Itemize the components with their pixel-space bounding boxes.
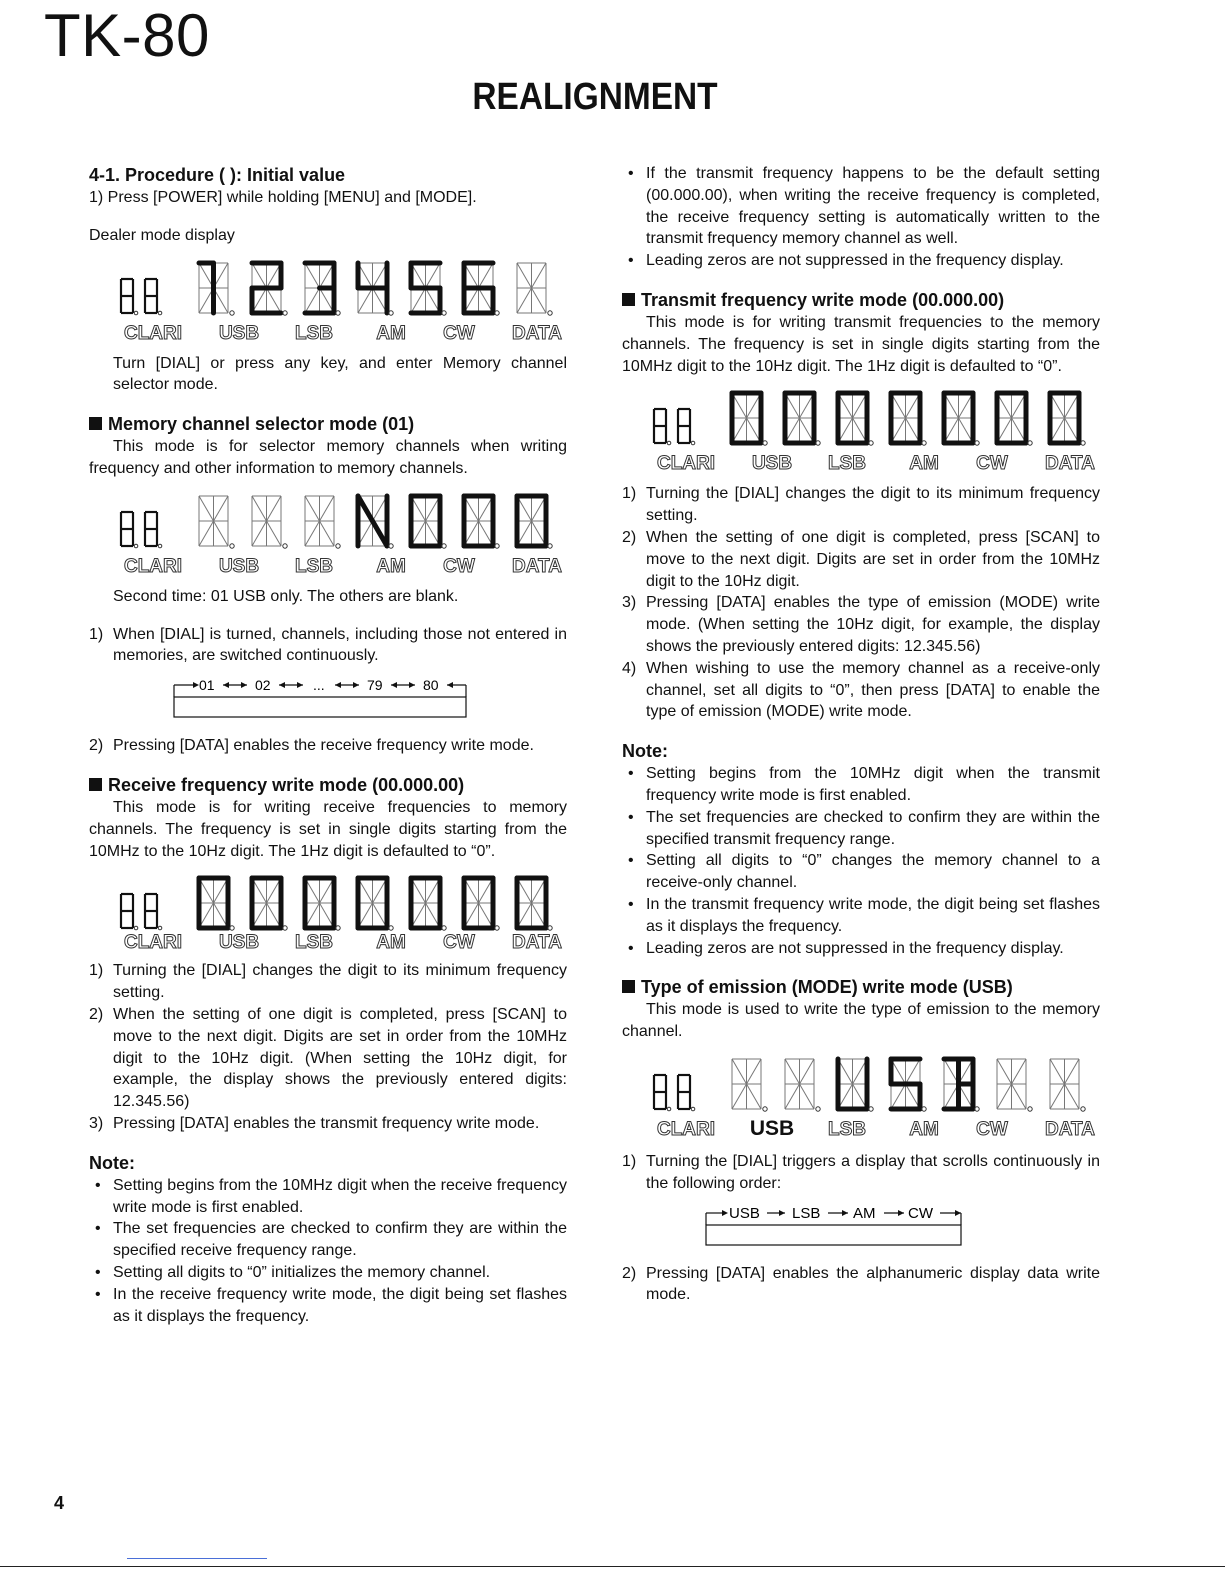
emission-step-1: 1) Turning the [DIAL] triggers a display that scrolls continuously in the following order: bbox=[622, 1152, 1100, 1192]
mode-cw: CW bbox=[908, 1204, 933, 1222]
receive-note: • Setting begins from the 10MHz digit when the receive frequency write mode is first enabled. bbox=[89, 1175, 567, 1219]
emission-step-2: 2) Pressing [DATA] enables the alphanumeric display data write mode. bbox=[622, 1264, 1100, 1304]
section-heading-receive: Receive frequency write mode (00.000.00) bbox=[89, 773, 567, 797]
channel-ellipsis: ... bbox=[313, 677, 325, 694]
note-heading-transmit: Note: bbox=[622, 741, 668, 762]
lcd-label-cw: CW bbox=[976, 1118, 1008, 1140]
lcd-label-usb: USB bbox=[751, 453, 793, 475]
mode-lsb: LSB bbox=[792, 1204, 821, 1222]
square-bullet-icon bbox=[622, 293, 635, 306]
lcd-label-lsb: LSB bbox=[828, 453, 866, 475]
channel-02: 02 bbox=[255, 677, 271, 694]
square-bullet-icon bbox=[89, 778, 102, 791]
transmit-step-2: 2) When the setting of one digit is completed, press [SCAN] to move to the next digit. Digits are set in order from the 10MHz digit to the 10Hz digit. bbox=[622, 528, 1100, 590]
lcd-label-cw: CW bbox=[443, 322, 475, 344]
mode-flow-svg bbox=[622, 1203, 1100, 1247]
channel-flow-svg bbox=[89, 675, 567, 719]
lcd-label-clari: CLARI bbox=[656, 1118, 716, 1140]
receive-step-1: 1) Turning the [DIAL] changes the digit to its minimum frequency setting. bbox=[89, 962, 567, 1002]
transmit-note: • The set frequencies are checked to confirm they are within the specified transmit frequency range. bbox=[622, 807, 1100, 851]
note-heading-receive: Note: bbox=[89, 1152, 135, 1173]
channel-flow-diagram bbox=[89, 675, 567, 719]
dealer-instruction: Turn [DIAL] or press any key, and enter Memory channel selector mode. bbox=[113, 354, 567, 394]
right-column bbox=[622, 163, 1100, 1306]
lcd-label-clari: CLARI bbox=[123, 322, 183, 344]
leading-zeros-note: • Leading zeros are not suppressed in the frequency display. bbox=[622, 250, 1100, 272]
receive-note: • The set frequencies are checked to confirm they are within the specified receive frequency range. bbox=[89, 1218, 567, 1262]
lcd-display-transmit bbox=[622, 387, 1100, 475]
lcd-label-lsb: LSB bbox=[295, 932, 333, 953]
memory-intro: This mode is for selector memory channels when writing frequency and other information to memory channels. bbox=[89, 438, 567, 477]
transmit-note: • Setting begins from the 10MHz digit when the transmit frequency write mode is first enabled. bbox=[622, 763, 1100, 807]
dealer-mode-label: Dealer mode display bbox=[89, 226, 235, 244]
transmit-note: • In the transmit frequency write mode, the digit being set flashes as it displays the frequency. bbox=[622, 894, 1100, 938]
lcd-label-lsb: LSB bbox=[295, 555, 333, 577]
lcd-label-cw: CW bbox=[976, 453, 1008, 475]
transmit-note: • Leading zeros are not suppressed in the frequency display. bbox=[622, 938, 1100, 960]
channel-79: 79 bbox=[367, 677, 383, 694]
document-id: TK-80 bbox=[44, 2, 210, 69]
receive-note: • In the receive frequency write mode, the digit being set flashes as it displays the frequency. bbox=[89, 1284, 567, 1328]
mode-am: AM bbox=[853, 1204, 876, 1222]
lcd-label-data: DATA bbox=[512, 322, 562, 344]
lcd-label-am: AM bbox=[376, 555, 406, 577]
transmit-intro: This mode is for writing transmit frequencies to the memory channels. The frequency is set in single digits starting from the 10MHz digit to the 10Hz digit. The 1Hz digit is defaulted to “0”. bbox=[622, 313, 1100, 375]
lcd-label-usb: USB bbox=[218, 932, 260, 953]
page-title: REALIGNMENT bbox=[472, 76, 718, 118]
lcd-display-memory bbox=[89, 490, 567, 578]
lcd-label-lsb: LSB bbox=[828, 1118, 866, 1140]
emission-intro: This mode is used to write the type of emission to the memory channel. bbox=[622, 1001, 1100, 1041]
lcd-label-am: AM bbox=[909, 1118, 939, 1140]
transmit-step-4: 4) When wishing to use the memory channel as a receive-only channel, set all digits to “0”, then press [DATA] to enable the type of emission (MODE) write mode. bbox=[622, 659, 1100, 721]
mode-flow-diagram bbox=[622, 1203, 1100, 1247]
left-column bbox=[89, 163, 567, 1327]
footer-link-underline bbox=[127, 1558, 267, 1559]
lcd-label-lsb: LSB bbox=[295, 322, 333, 344]
lcd-label-data: DATA bbox=[512, 932, 562, 953]
procedure-step-1: 1) Press [POWER] while holding [MENU] and [MODE]. bbox=[89, 189, 477, 206]
lcd-label-usb: USB bbox=[218, 555, 260, 577]
square-bullet-icon bbox=[622, 980, 635, 993]
transmit-step-3: 3) Pressing [DATA] enables the type of emission (MODE) write mode. (When setting the 10Hz digit, for example, the display shows the previously entered digits: 12.345.56) bbox=[622, 594, 1100, 655]
lcd-display-dealer bbox=[89, 257, 567, 345]
memory-step-2: 2) Pressing [DATA] enables the receive frequency write mode. bbox=[89, 737, 534, 755]
lcd-label-data: DATA bbox=[1045, 453, 1095, 475]
procedure-heading: 4-1. Procedure ( ): Initial value bbox=[89, 165, 346, 185]
square-bullet-icon bbox=[89, 417, 102, 430]
receive-step-2: 2) When the setting of one digit is completed, press [SCAN] to move to the next digit. Digits are set in order from the 10MHz digit to the 10Hz digit. (When setting the 10Hz digit, for example, the display shows the previously entered digits: 12.345.56) bbox=[89, 1005, 567, 1111]
channel-01: 01 bbox=[199, 677, 215, 694]
lcd-label-clari: CLARI bbox=[123, 555, 183, 577]
transmit-note: • Setting all digits to “0” changes the memory channel to a receive-only channel. bbox=[622, 850, 1100, 894]
receive-note: • Setting all digits to “0” initializes the memory channel. bbox=[89, 1262, 567, 1284]
section-heading-transmit: Transmit frequency write mode (00.000.00) bbox=[622, 288, 1100, 312]
lcd-label-cw: CW bbox=[443, 932, 475, 953]
lcd-display-emission bbox=[622, 1053, 1100, 1141]
lcd-label-am: AM bbox=[376, 322, 406, 344]
lcd-label-clari: CLARI bbox=[656, 453, 716, 475]
section-heading-emission: Type of emission (MODE) write mode (USB) bbox=[622, 975, 1100, 999]
channel-80: 80 bbox=[423, 677, 439, 694]
memory-second-time: Second time: 01 USB only. The others are blank. bbox=[113, 587, 459, 605]
receive-intro: This mode is for writing receive frequencies to memory channels. The frequency is set in single digits starting from the 10MHz to the 10Hz digit. The 1Hz digit is defaulted to “0”. bbox=[89, 798, 567, 860]
lcd-label-usb: USB bbox=[218, 322, 260, 344]
page-number: 4 bbox=[54, 1493, 65, 1513]
lcd-display-receive bbox=[89, 872, 567, 952]
footer-rule bbox=[0, 1566, 1225, 1567]
lcd-label-data: DATA bbox=[1045, 1118, 1095, 1140]
lcd-label-am: AM bbox=[376, 932, 406, 953]
lcd-label-am: AM bbox=[909, 453, 939, 475]
mode-usb: USB bbox=[729, 1204, 760, 1222]
section-heading-memory-channel: Memory channel selector mode (01) bbox=[89, 412, 567, 436]
lcd-label-cw: CW bbox=[443, 555, 475, 577]
receive-step-3: 3) Pressing [DATA] enables the transmit frequency write mode. bbox=[89, 1114, 540, 1132]
lcd-label-usb: USB bbox=[749, 1116, 795, 1140]
transmit-step-1: 1) Turning the [DIAL] changes the digit to its minimum frequency setting. bbox=[622, 485, 1100, 525]
lcd-label-clari: CLARI bbox=[123, 932, 183, 953]
memory-step-1: 1) When [DIAL] is turned, channels, including those not entered in memories, are switched continuously. bbox=[89, 625, 567, 665]
lcd-label-data: DATA bbox=[512, 555, 562, 577]
transmit-default-note: • If the transmit frequency happens to be the default setting (00.000.00), when writing the receive frequency is completed, the receive frequency setting is automatically written to the transmit frequency memory channel as well. bbox=[622, 163, 1100, 250]
